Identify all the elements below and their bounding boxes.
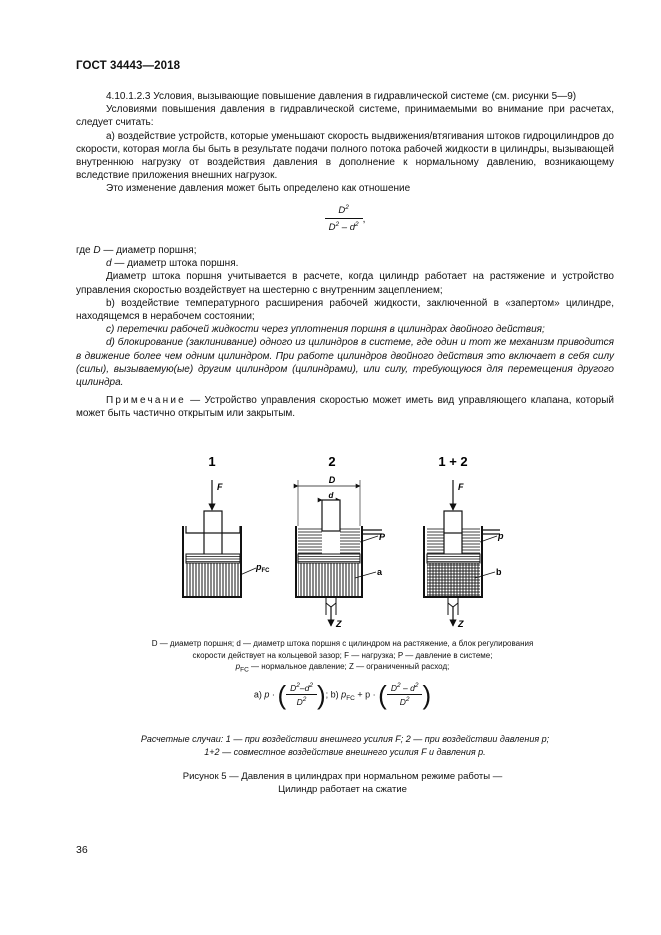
where-D-text: — диаметр поршня; bbox=[103, 245, 197, 257]
formula-den-exp2: 2 bbox=[354, 220, 359, 228]
diameter-D-label: D bbox=[328, 475, 336, 485]
eq-a-label: a) bbox=[253, 689, 262, 700]
caption-line-1: Рисунок 5 — Давления в цилиндрах при нормальном режиме работы — bbox=[182, 771, 503, 782]
legend-line-3: — нормальное давление; Z — ограниченный расход; bbox=[251, 662, 450, 671]
eq-a-num-exp: 2 bbox=[296, 682, 300, 690]
pfc-label: $p_{FC}$ bbox=[256, 562, 270, 574]
eq-b-den-exp: 2 bbox=[405, 696, 410, 704]
ratio-formula bbox=[76, 204, 614, 234]
eq-a-d-exp: 2 bbox=[309, 682, 313, 690]
where-D bbox=[76, 244, 614, 257]
eq-a-p: p bbox=[264, 689, 270, 700]
label-b: b bbox=[496, 567, 502, 577]
body-text bbox=[76, 90, 614, 421]
eq-a-minus: – bbox=[299, 683, 305, 693]
item-a: а) воздействие устройств, которые уменьшают скорость выдвижения/втягивания штоков гидроцилиндров до скорости, которая могла бы быть в результате подачи полного потока рабочей жидкости в цилиндры, вызывающей внутреннюю нагрузку от воздействия давления в дополнение к нормальному давлению, возникающему вследствие приложения внешних нагрузок. bbox=[76, 130, 614, 182]
case-12-title: 1 + 2 bbox=[438, 454, 468, 469]
where-d-symbol: d bbox=[106, 258, 112, 270]
eq-b-den: D bbox=[399, 697, 406, 707]
where-D-symbol: D bbox=[93, 245, 101, 257]
formula-den-d: d bbox=[349, 221, 355, 233]
eq-b-num-d: d bbox=[410, 683, 415, 693]
figure-5 bbox=[150, 450, 530, 635]
eq-b-plus: + p bbox=[357, 689, 371, 700]
eq-b-num-exp: 2 bbox=[396, 682, 401, 690]
eq-b-num: D bbox=[390, 683, 397, 693]
where-d bbox=[76, 257, 614, 270]
eq-b-label: ; b) bbox=[325, 689, 339, 700]
item-c: c) перетечки рабочей жидкости через уплотнения поршня в цилиндрах двойного действия; bbox=[106, 324, 545, 336]
figure-legend bbox=[150, 638, 535, 673]
legend-pfc: p bbox=[235, 662, 241, 671]
pressure-p-label: p bbox=[498, 531, 504, 541]
eq-a-den: D bbox=[296, 697, 303, 707]
formula-trail: , bbox=[362, 213, 366, 225]
note-text: — Устройство управления скоростью может иметь вид управляющего клапана, который может быть частично открытым или закрытым. bbox=[76, 395, 614, 420]
formula-den-op: – bbox=[341, 221, 348, 233]
legend-line-1: D — диаметр поршня; d — диаметр штока поршня с цилиндром на растяжение, а блок регулирования скорости действует на кольцевой зазор; F — нагрузка; P — давление в системе; bbox=[151, 639, 534, 660]
flow-Z-label-12: Z bbox=[458, 619, 464, 629]
legend-pfc-sub: FC bbox=[240, 666, 249, 674]
intro-paragraph: Условиями повышения давления в гидравлической системе, принимаемыми во внимание при расчетах, следует считать: bbox=[76, 104, 614, 129]
ratio-intro: Это изменение давления может быть определено как отношение bbox=[106, 183, 411, 195]
where-d-text: — диаметр штока поршня. bbox=[114, 258, 239, 270]
cases-line-1: Расчетные случаи: 1 — при воздействии внешнего усилия F; 2 — при воздействии давления p; bbox=[140, 734, 550, 744]
page-number: 36 bbox=[76, 844, 88, 856]
eq-a-den-exp: 2 bbox=[302, 696, 307, 704]
pressure-equations: a) p · ( $\frac{D^2-d^2}{D^2}$ ); b) $p_{FC} + p$ · ( $\frac{D^2 - d^2}{D^2}$ ) bbox=[253, 680, 432, 710]
document-header: ГОСТ 34443—2018 bbox=[76, 60, 181, 72]
label-a: a bbox=[377, 567, 383, 577]
formula-den-D: D bbox=[328, 221, 336, 233]
diameter-d-label: d bbox=[328, 491, 334, 500]
note-label: Примечание bbox=[106, 395, 186, 407]
calculation-cases bbox=[100, 733, 590, 758]
eq-a-dot: · bbox=[271, 689, 275, 700]
cylinder-1 bbox=[183, 480, 270, 597]
force-label-12: F bbox=[458, 482, 464, 492]
item-b: b) воздействие температурного расширения рабочей жидкости, заключенной в «запертом» цилиндре, находящемся в нерабочем состоянии; bbox=[76, 297, 614, 323]
note bbox=[76, 394, 614, 420]
figure-caption bbox=[150, 771, 535, 796]
eq-a-num-d: d bbox=[304, 683, 310, 693]
eq-a-num: D bbox=[290, 683, 297, 693]
eq-b-pfc: p bbox=[341, 689, 347, 700]
rod-paragraph: Диаметр штока поршня учитывается в расчете, когда цилиндр работает на растяжение и устройство управления скоростью воздействует на шестерню с внутренним зацеплением; bbox=[76, 271, 614, 296]
force-label-1: F bbox=[217, 482, 223, 492]
case-2-title: 2 bbox=[328, 454, 336, 469]
caption-line-2: Цилиндр работает на сжатие bbox=[278, 783, 407, 795]
where-prefix: где bbox=[76, 245, 91, 257]
formula-den-exp: 2 bbox=[335, 220, 340, 228]
case-1-title: 1 bbox=[208, 454, 216, 469]
eq-b-dot: · bbox=[372, 689, 376, 700]
cases-line-2: 1+2 — совместное воздействие внешнего усилия F и давления p. bbox=[204, 746, 486, 757]
eq-b-pfc-sub: FC bbox=[346, 695, 355, 703]
formula-num-D: D bbox=[338, 204, 346, 216]
section-heading: 4.10.1.2.3 Условия, вызывающие повышение давления в гидравлической системе (см. рисунки 5—9) bbox=[106, 91, 577, 102]
flow-Z-label-2: Z bbox=[336, 619, 342, 629]
item-d: d) блокирование (заклинивание) одного из цилиндров в системе, где один и тот же механизм приводится в движение более чем одним цилиндром. При работе цилиндров двойного действия это включает в себя силу (силы), вызываемую(ые) другим цилиндром (цилиндрами), или силу, требующуюся для перемещения другого цилиндра. bbox=[76, 337, 614, 389]
pressure-P-label: P bbox=[379, 532, 386, 542]
eq-b-d-exp: 2 bbox=[414, 682, 419, 690]
cylinder-2 bbox=[296, 475, 386, 629]
eq-b-minus: – bbox=[402, 683, 408, 693]
formula-num-exp: 2 bbox=[345, 203, 349, 211]
cylinder-1-plus-2 bbox=[424, 480, 504, 629]
